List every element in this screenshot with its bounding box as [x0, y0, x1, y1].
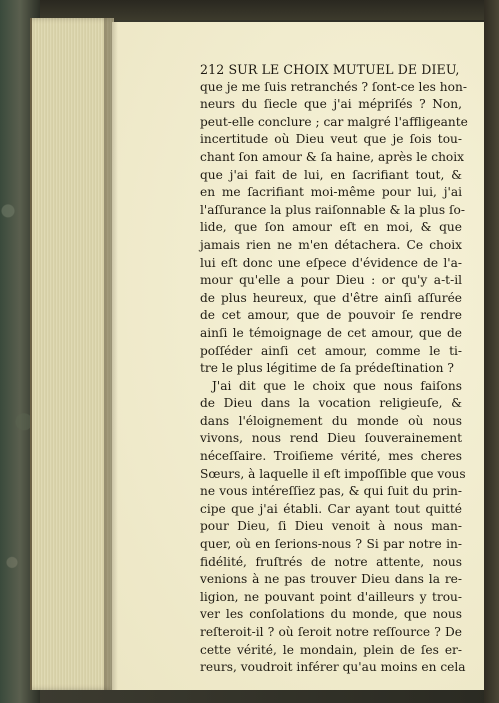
text-line: venions à ne pas trouver Dieu dans la re- — [200, 572, 462, 587]
text-line: de Dieu dans la vocation religieuſe, & — [200, 396, 462, 411]
running-head: 212 SUR LE CHOIX MUTUEL DE DIEU, — [200, 62, 460, 77]
text-line: chant ſon amour & ſa haine, après le choix — [200, 149, 465, 164]
text-line: quer, où en ſerions-nous ? Si par notre in- — [200, 537, 462, 552]
text-line: incertitude où Dieu veut que je ſois tou- — [200, 132, 462, 147]
text-line: ver les conſolations du monde, que nous — [200, 607, 462, 622]
text-line: mour qu'elle a pour Dieu : or qu'y a-t-il — [200, 273, 462, 288]
text-line: de cet amour, que de pouvoir ſe rendre — [200, 308, 462, 323]
text-line: lui eſt donc une eſpece d'évidence de l'a- — [200, 255, 462, 270]
text-line: cipe que j'ai établi. Car ayant tout quitté — [200, 501, 462, 516]
text-line: ne vous intéreſſiez pas, & qui ſuit du prin- — [200, 484, 462, 499]
text-line: ainſi le témoignage de cet amour, que de — [200, 325, 462, 340]
text-line: vivons, nous rend Dieu ſouverainement — [200, 431, 462, 446]
text-line: lide, que ſon amour eſt en moi, & que — [200, 220, 462, 235]
text-line: ligion, ne pouvant point d'ailleurs y trou- — [200, 589, 462, 604]
text-line: dans l'éloignement du monde où nous — [200, 413, 462, 428]
text-line: que j'ai fait de lui, en ſacrifiant tout, & — [200, 167, 462, 182]
text-line: reſteroit-il ? où ſeroit notre reſſource ? De — [200, 625, 462, 639]
page-edges — [30, 18, 114, 690]
background-top — [40, 0, 484, 20]
text-line: Sœurs, à laquelle il eſt impoſſible que vous — [200, 466, 466, 481]
page-text — [200, 61, 468, 677]
text-line: peut-elle conclure ; car malgré l'affligeante — [200, 114, 468, 129]
text-line: poſſéder ainſi cet amour, comme le ti- — [200, 343, 462, 358]
text-line: cette vérité, le mondain, plein de ſes er- — [200, 642, 462, 657]
gutter-shadow — [104, 18, 118, 690]
text-line: pour Dieu, ſi Dieu venoit à nous man- — [200, 519, 462, 534]
text-line: de plus heureux, que d'être ainſi aſſurée — [200, 290, 462, 305]
text-line: fidélité, fruſtrés de notre attente, nous — [200, 554, 462, 569]
text-line: en me ſacrifiant moi-même pour lui, j'ai — [200, 185, 462, 200]
text-line: reurs, voudroit inférer qu'au moins en cela — [200, 660, 466, 675]
text-line: J'ai dit que le choix que nous faiſons — [212, 378, 462, 393]
text-line: tre le plus légitime de ſa prédeſtination ? — [200, 361, 454, 376]
text-line: néceſſaire. Troiſieme vérité, mes cheres — [200, 449, 462, 464]
text-line: neurs du ſiecle que j'ai mépriſés ? Non, — [200, 97, 462, 112]
background-right — [484, 0, 499, 703]
text-line: l'aſſurance la plus raiſonnable & la plus ſo- — [200, 202, 465, 217]
text-line: que je me ſuis retranchés ? ſont-ce les hon- — [200, 79, 467, 94]
text-line: jamais rien ne m'en détachera. Ce choix — [200, 237, 462, 252]
